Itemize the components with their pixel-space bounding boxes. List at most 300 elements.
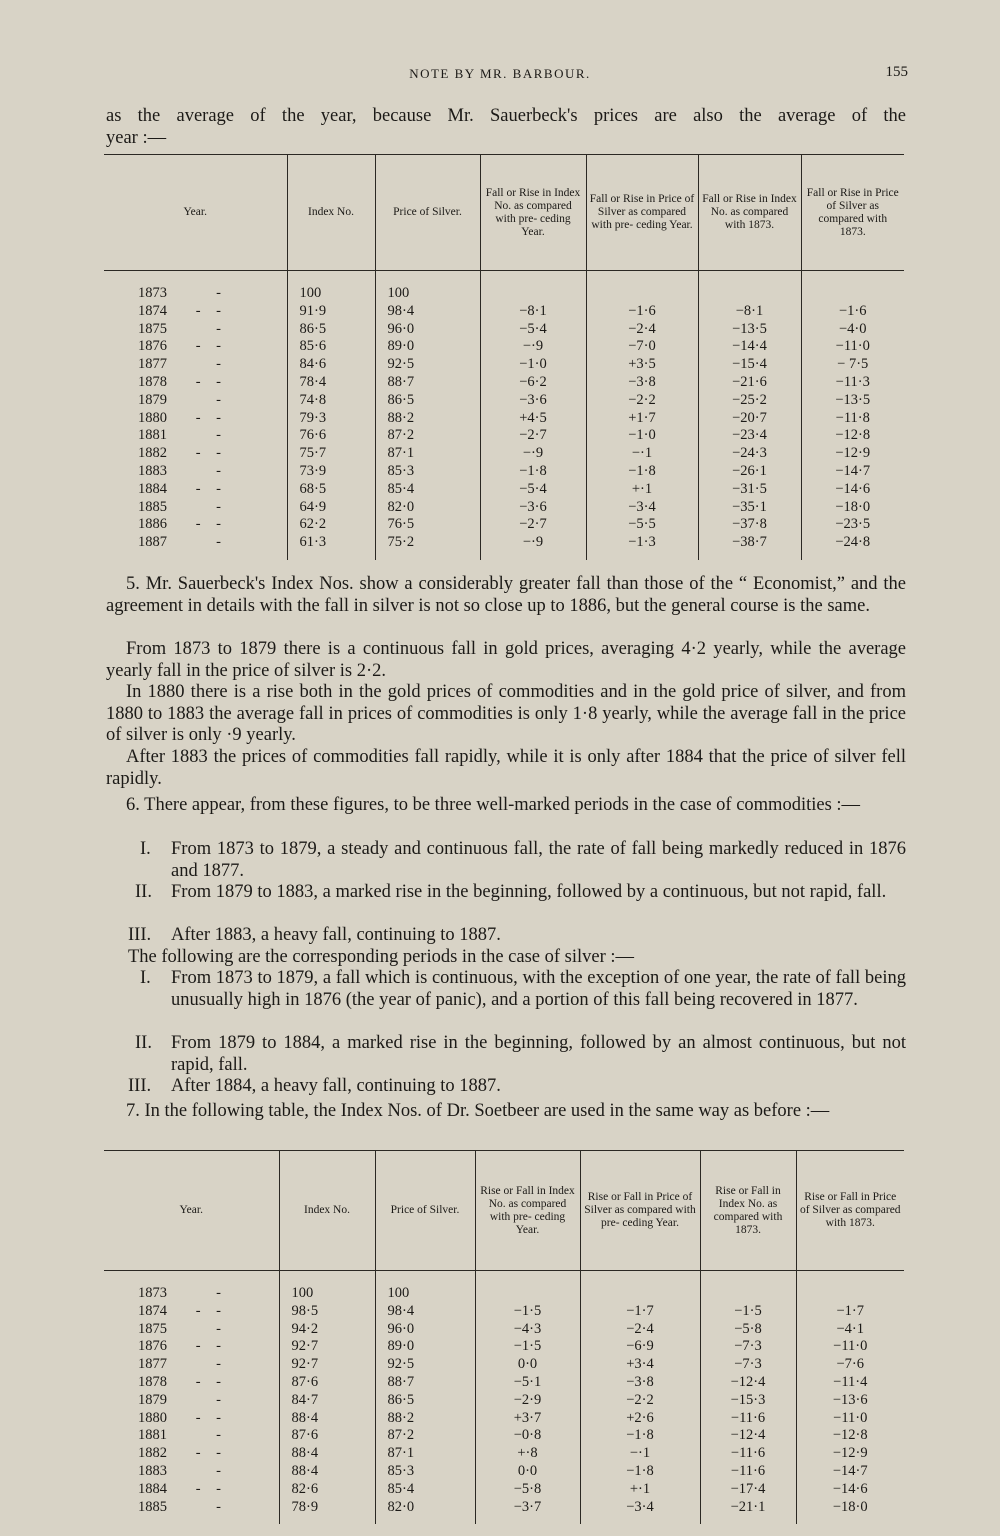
value-cell: 98·5: [279, 1303, 375, 1321]
value-cell: 88·4: [279, 1445, 375, 1463]
year-cell: [104, 410, 287, 428]
column-header: Rise or Fall in Index No. as compared with pre- ceding Year.: [475, 1151, 580, 1271]
change-cell: −14·4: [698, 338, 801, 356]
value-cell: 88·4: [279, 1463, 375, 1481]
year-value: 1878: [138, 373, 167, 390]
change-cell: −26·1: [698, 463, 801, 481]
value-cell: 64·9: [287, 499, 375, 517]
change-cell: −11·6: [700, 1410, 796, 1428]
leader-dashes: - -: [195, 1445, 227, 1462]
table-row: [104, 1463, 904, 1481]
year-value: 1879: [138, 1391, 167, 1408]
year-value: 1886: [138, 516, 167, 533]
change-cell: −7·6: [796, 1356, 904, 1374]
value-cell: 82·0: [375, 499, 480, 517]
value-cell: 85·3: [375, 463, 480, 481]
change-cell: −24·8: [801, 534, 904, 560]
change-cell: −5·8: [700, 1321, 796, 1339]
value-cell: 76·6: [287, 427, 375, 445]
paragraph-6-intro: 6. There appear, from these figures, to be three well-marked periods in the case of commodities :—: [126, 795, 861, 815]
year-cell: [104, 1321, 279, 1339]
change-cell: −1·8: [586, 463, 698, 481]
change-cell: −2·9: [475, 1392, 580, 1410]
leader-dashes: -: [216, 320, 227, 337]
change-cell: −20·7: [698, 410, 801, 428]
silver-period-3-num: III.: [128, 1076, 152, 1096]
year-cell: [104, 374, 287, 392]
change-cell: −·9: [480, 338, 586, 356]
change-cell: −11·6: [700, 1463, 796, 1481]
column-header: Rise or Fall in Price of Silver as compared with pre- ceding Year.: [580, 1151, 700, 1271]
page-number: 155: [885, 64, 908, 80]
value-cell: 98·4: [375, 1303, 475, 1321]
change-cell: −1·6: [586, 303, 698, 321]
year-cell: [104, 1445, 279, 1463]
table-row: [104, 534, 904, 560]
year-value: 1875: [138, 320, 167, 337]
value-cell: 87·2: [375, 427, 480, 445]
change-cell: −21·6: [698, 374, 801, 392]
change-cell: −·1: [580, 1445, 700, 1463]
change-cell: [475, 1285, 580, 1303]
value-cell: 88·2: [375, 1410, 475, 1428]
silver-period-2-num: II.: [135, 1033, 152, 1053]
paragraph-5-2: From 1873 to 1879 there is a continuous fall in gold prices, averaging 4·2 yearly, while the average yearly fall in the price of silver is 2·2.: [106, 639, 906, 681]
change-cell: −1·6: [801, 303, 904, 321]
change-cell: −5·1: [475, 1374, 580, 1392]
leader-dashes: -: [216, 1356, 227, 1373]
change-cell: +1·7: [586, 410, 698, 428]
year-cell: [104, 534, 287, 560]
change-cell: −12·8: [796, 1427, 904, 1445]
change-cell: +·1: [586, 481, 698, 499]
leader-dashes: - -: [195, 373, 227, 390]
leader-dashes: -: [216, 1391, 227, 1408]
value-cell: 89·0: [375, 338, 480, 356]
year-value: 1885: [138, 498, 167, 515]
commodity-period-2-text: From 1879 to 1883, a marked rise in the beginning, followed by a continuous, but not rapid, fall.: [171, 882, 887, 902]
value-cell: 100: [375, 285, 480, 303]
value-cell: 76·5: [375, 516, 480, 534]
value-cell: 74·8: [287, 392, 375, 410]
leader-dashes: - -: [195, 445, 227, 462]
column-header: Fall or Rise in Price of Silver as compared with 1873.: [801, 155, 904, 271]
leader-dashes: -: [216, 1285, 227, 1301]
value-cell: 85·3: [375, 1463, 475, 1481]
year-cell: [104, 427, 287, 445]
table-row: [104, 285, 904, 303]
change-cell: −23·5: [801, 516, 904, 534]
year-cell: [104, 463, 287, 481]
year-value: 1880: [138, 1409, 167, 1426]
change-cell: +3·7: [475, 1410, 580, 1428]
change-cell: −7·3: [700, 1356, 796, 1374]
change-cell: −6·2: [480, 374, 586, 392]
value-cell: 87·6: [279, 1427, 375, 1445]
change-cell: −·9: [480, 445, 586, 463]
change-cell: +3·5: [586, 356, 698, 374]
value-cell: 85·6: [287, 338, 375, 356]
table-row: [104, 356, 904, 374]
column-header: Fall or Rise in Price of Silver as compared with pre- ceding Year.: [586, 155, 698, 271]
change-cell: −14·7: [796, 1463, 904, 1481]
year-value: 1883: [138, 462, 167, 479]
commodity-period-1: [171, 839, 906, 882]
value-cell: 100: [279, 1285, 375, 1303]
change-cell: −1·0: [586, 427, 698, 445]
leader-dashes: - -: [195, 1480, 227, 1497]
value-cell: 86·5: [375, 1392, 475, 1410]
change-cell: +2·6: [580, 1410, 700, 1428]
value-cell: 94·2: [279, 1321, 375, 1339]
year-cell: [104, 1410, 279, 1428]
paragraph-5-1: 5. Mr. Sauerbeck's Index Nos. show a considerably greater fall than those of the “ Economist,” and the agreement in details with the fall in silver is not so close up to 1886, but the general course is the same.: [106, 574, 906, 616]
silver-period-3-text: After 1884, a heavy fall, continuing to 1887.: [171, 1076, 501, 1096]
year-cell: [104, 445, 287, 463]
change-cell: −5·8: [475, 1481, 580, 1499]
year-cell: [104, 1285, 279, 1303]
table-body: [104, 271, 904, 560]
change-cell: −14·6: [801, 481, 904, 499]
change-cell: −3·6: [480, 392, 586, 410]
column-header: Rise or Fall in Index No. as compared with 1873.: [700, 1151, 796, 1271]
year-value: 1884: [138, 480, 167, 497]
change-cell: −1·5: [700, 1303, 796, 1321]
leader-dashes: -: [216, 356, 227, 373]
table-row: [104, 481, 904, 499]
year-value: 1875: [138, 1320, 167, 1337]
change-cell: −1·7: [796, 1303, 904, 1321]
change-cell: [801, 285, 904, 303]
value-cell: 88·7: [375, 374, 480, 392]
year-cell: [104, 1374, 279, 1392]
change-cell: −11·0: [796, 1410, 904, 1428]
change-cell: −3·6: [480, 499, 586, 517]
table-row: [104, 1285, 904, 1303]
year-cell: [104, 1481, 279, 1499]
intro-line-2: year :—: [106, 128, 167, 148]
value-cell: 87·6: [279, 1374, 375, 1392]
year-cell: [104, 285, 287, 303]
year-value: 1881: [138, 1427, 167, 1444]
change-cell: −23·4: [698, 427, 801, 445]
value-cell: 82·6: [279, 1481, 375, 1499]
change-cell: −13·5: [698, 321, 801, 339]
year-value: 1884: [138, 1480, 167, 1497]
silver-period-1-text: From 1873 to 1879, a fall which is continuous, with the exception of one year, the rate of fall being unusually high in 1876 (the year of panic), and a portion of this fall being recovered in 1877.: [171, 968, 906, 1010]
year-cell: [104, 499, 287, 517]
change-cell: −11·6: [700, 1445, 796, 1463]
change-cell: −2·4: [580, 1321, 700, 1339]
change-cell: +4·5: [480, 410, 586, 428]
table-row: [104, 1321, 904, 1339]
change-cell: −·9: [480, 534, 586, 560]
change-cell: −1·3: [586, 534, 698, 560]
year-value: 1874: [138, 1302, 167, 1319]
value-cell: 96·0: [375, 1321, 475, 1339]
change-cell: −1·8: [580, 1427, 700, 1445]
table-row: [104, 1338, 904, 1356]
column-header: Price of Silver.: [375, 155, 480, 271]
silver-period-1-num: I.: [140, 968, 151, 988]
value-cell: 61·3: [287, 534, 375, 560]
value-cell: 87·1: [375, 1445, 475, 1463]
change-cell: −5·4: [480, 321, 586, 339]
change-cell: −2·2: [586, 392, 698, 410]
year-cell: [104, 321, 287, 339]
leader-dashes: -: [216, 462, 227, 479]
leader-dashes: -: [216, 1498, 227, 1515]
table-row: [104, 1303, 904, 1321]
column-header: Index No.: [287, 155, 375, 271]
year-value: 1876: [138, 338, 167, 355]
column-header: Year.: [104, 1151, 279, 1271]
year-cell: [104, 1463, 279, 1481]
change-cell: −35·1: [698, 499, 801, 517]
change-cell: [700, 1285, 796, 1303]
change-cell: −7·0: [586, 338, 698, 356]
intro-line-1: as the average of the year, because Mr. Sauerbeck's prices are also the average of the: [106, 106, 906, 126]
value-cell: 79·3: [287, 410, 375, 428]
year-cell: [104, 1499, 279, 1525]
change-cell: −3·8: [580, 1374, 700, 1392]
value-cell: 89·0: [375, 1338, 475, 1356]
table-row: [104, 499, 904, 517]
value-cell: 92·7: [279, 1338, 375, 1356]
column-header: Year.: [104, 155, 287, 271]
table-row: [104, 392, 904, 410]
leader-dashes: -: [216, 427, 227, 444]
change-cell: −3·4: [580, 1499, 700, 1525]
silver-period-2-text: From 1879 to 1884, a marked rise in the beginning, followed by an almost continuous, but not rapid, fall.: [171, 1033, 906, 1075]
column-header: Fall or Rise in Index No. as compared with pre- ceding Year.: [480, 155, 586, 271]
table-row: [104, 321, 904, 339]
table-sauerbeck: [104, 154, 904, 560]
leader-dashes: - -: [195, 480, 227, 497]
value-cell: 96·0: [375, 321, 480, 339]
value-cell: 68·5: [287, 481, 375, 499]
change-cell: −3·4: [586, 499, 698, 517]
value-cell: 92·5: [375, 1356, 475, 1374]
leader-dashes: - -: [195, 1373, 227, 1390]
change-cell: −12·9: [801, 445, 904, 463]
paragraph-5-3: In 1880 there is a rise both in the gold prices of commodities and in the gold price of silver, and from 1880 to 1883 the average fall in prices of commodities is only 1·8 yearly, while the average fall in the price of silver is only ·9 yearly.: [106, 682, 906, 746]
table-row: [104, 1445, 904, 1463]
year-cell: [104, 1427, 279, 1445]
year-value: 1877: [138, 1356, 167, 1373]
value-cell: 87·2: [375, 1427, 475, 1445]
leader-dashes: -: [216, 391, 227, 408]
change-cell: −2·4: [586, 321, 698, 339]
change-cell: +3·4: [580, 1356, 700, 1374]
table-row: [104, 1356, 904, 1374]
commodity-period-1-num: I.: [140, 839, 151, 859]
value-cell: 73·9: [287, 463, 375, 481]
change-cell: [698, 285, 801, 303]
leader-dashes: -: [216, 1462, 227, 1479]
change-cell: −4·3: [475, 1321, 580, 1339]
value-cell: 100: [287, 285, 375, 303]
year-value: 1882: [138, 1445, 167, 1462]
change-cell: −11·0: [796, 1338, 904, 1356]
change-cell: −21·1: [700, 1499, 796, 1525]
table-row: [104, 1410, 904, 1428]
value-cell: 78·9: [279, 1499, 375, 1525]
value-cell: 92·5: [375, 356, 480, 374]
year-value: 1874: [138, 302, 167, 319]
change-cell: −1·8: [480, 463, 586, 481]
table-row: [104, 338, 904, 356]
value-cell: 62·2: [287, 516, 375, 534]
table-row: [104, 374, 904, 392]
change-cell: −5·5: [586, 516, 698, 534]
change-cell: 0·0: [475, 1463, 580, 1481]
value-cell: 78·4: [287, 374, 375, 392]
change-cell: −1·5: [475, 1303, 580, 1321]
change-cell: −25·2: [698, 392, 801, 410]
change-cell: −1·5: [475, 1338, 580, 1356]
year-cell: [104, 1356, 279, 1374]
change-cell: −12·8: [801, 427, 904, 445]
leader-dashes: -: [216, 498, 227, 515]
change-cell: −13·5: [801, 392, 904, 410]
change-cell: −3·8: [586, 374, 698, 392]
table-row: [104, 445, 904, 463]
change-cell: −15·3: [700, 1392, 796, 1410]
leader-dashes: - -: [195, 302, 227, 319]
column-header: Rise or Fall in Price of Silver as compared with 1873.: [796, 1151, 904, 1271]
change-cell: −·1: [586, 445, 698, 463]
year-cell: [104, 1392, 279, 1410]
year-value: 1887: [138, 534, 167, 551]
change-cell: −15·4: [698, 356, 801, 374]
commodity-period-1-text: From 1873 to 1879, a steady and continuous fall, the rate of fall being markedly reduced in 1876 and 1877.: [171, 839, 906, 881]
value-cell: 98·4: [375, 303, 480, 321]
change-cell: −6·9: [580, 1338, 700, 1356]
change-cell: −14·6: [796, 1481, 904, 1499]
year-value: 1885: [138, 1498, 167, 1515]
year-value: 1879: [138, 391, 167, 408]
year-value: 1878: [138, 1373, 167, 1390]
value-cell: 85·4: [375, 1481, 475, 1499]
leader-dashes: - -: [195, 1409, 227, 1426]
table-row: [104, 516, 904, 534]
change-cell: −1·8: [580, 1463, 700, 1481]
column-header: Index No.: [279, 1151, 375, 1271]
year-value: 1881: [138, 427, 167, 444]
change-cell: 0·0: [475, 1356, 580, 1374]
change-cell: −18·0: [796, 1499, 904, 1525]
year-cell: [104, 1338, 279, 1356]
change-cell: − 7·5: [801, 356, 904, 374]
change-cell: −3·7: [475, 1499, 580, 1525]
year-cell: [104, 338, 287, 356]
value-cell: 86·5: [287, 321, 375, 339]
table-row: [104, 1392, 904, 1410]
change-cell: −8·1: [480, 303, 586, 321]
change-cell: −11·8: [801, 410, 904, 428]
leader-dashes: -: [216, 534, 227, 551]
change-cell: −18·0: [801, 499, 904, 517]
leader-dashes: - -: [195, 516, 227, 533]
year-value: 1882: [138, 445, 167, 462]
change-cell: [480, 285, 586, 303]
leader-dashes: - -: [195, 1302, 227, 1319]
year-cell: [104, 1303, 279, 1321]
change-cell: −12·4: [700, 1427, 796, 1445]
table-row: [104, 463, 904, 481]
change-cell: −2·7: [480, 427, 586, 445]
leader-dashes: -: [216, 285, 227, 301]
commodity-period-3-text: After 1883, a heavy fall, continuing to 1887.: [171, 925, 501, 945]
change-cell: −11·0: [801, 338, 904, 356]
value-cell: 84·7: [279, 1392, 375, 1410]
leader-dashes: -: [216, 1320, 227, 1337]
change-cell: +·8: [475, 1445, 580, 1463]
column-header: Fall or Rise in Index No. as compared with 1873.: [698, 155, 801, 271]
year-value: 1877: [138, 356, 167, 373]
leader-dashes: - -: [195, 409, 227, 426]
leader-dashes: - -: [195, 1338, 227, 1355]
value-cell: 87·1: [375, 445, 480, 463]
change-cell: −0·8: [475, 1427, 580, 1445]
value-cell: 84·6: [287, 356, 375, 374]
change-cell: −24·3: [698, 445, 801, 463]
year-cell: [104, 392, 287, 410]
change-cell: +·1: [580, 1481, 700, 1499]
year-cell: [104, 303, 287, 321]
silver-periods-intro: The following are the corresponding periods in the case of silver :—: [128, 947, 635, 967]
year-cell: [104, 516, 287, 534]
value-cell: 88·4: [279, 1410, 375, 1428]
change-cell: −7·3: [700, 1338, 796, 1356]
change-cell: −12·4: [700, 1374, 796, 1392]
table-row: [104, 1374, 904, 1392]
commodity-period-2-num: II.: [135, 882, 152, 902]
change-cell: −12·9: [796, 1445, 904, 1463]
table-row: [104, 303, 904, 321]
value-cell: 82·0: [375, 1499, 475, 1525]
value-cell: 75·7: [287, 445, 375, 463]
change-cell: −13·6: [796, 1392, 904, 1410]
change-cell: [796, 1285, 904, 1303]
value-cell: 86·5: [375, 392, 480, 410]
leader-dashes: -: [216, 1427, 227, 1444]
running-title: NOTE BY MR. BARBOUR.: [409, 66, 591, 81]
change-cell: −11·3: [801, 374, 904, 392]
change-cell: −1·7: [580, 1303, 700, 1321]
change-cell: −11·4: [796, 1374, 904, 1392]
change-cell: −17·4: [700, 1481, 796, 1499]
change-cell: −8·1: [698, 303, 801, 321]
change-cell: −31·5: [698, 481, 801, 499]
change-cell: −2·2: [580, 1392, 700, 1410]
value-cell: 85·4: [375, 481, 480, 499]
change-cell: [586, 285, 698, 303]
change-cell: −4·0: [801, 321, 904, 339]
change-cell: −5·4: [480, 481, 586, 499]
column-header: Price of Silver.: [375, 1151, 475, 1271]
year-value: 1873: [138, 1285, 167, 1301]
year-value: 1873: [138, 285, 167, 301]
value-cell: 88·2: [375, 410, 480, 428]
year-value: 1880: [138, 409, 167, 426]
commodity-period-3-num: III.: [128, 925, 152, 945]
paragraph-5-4: After 1883 the prices of commodities fall rapidly, while it is only after 1884 that the price of silver fell rapidly.: [106, 747, 906, 789]
value-cell: 92·7: [279, 1356, 375, 1374]
value-cell: 75·2: [375, 534, 480, 560]
change-cell: −1·0: [480, 356, 586, 374]
